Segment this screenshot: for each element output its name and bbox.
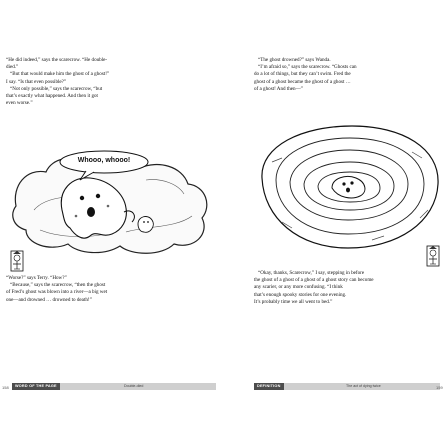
left-top-text (6, 57, 206, 107)
paragraph-line: do a lot of things, but they can’t swim. Fred the (254, 71, 351, 78)
ghost-illustration (6, 146, 216, 258)
paragraph-line: that’s enough spooky stories for one evening. (254, 291, 347, 298)
paragraph-line: died.” (6, 64, 19, 71)
page-number: 158 (2, 385, 9, 390)
right-bottom-text (254, 270, 446, 306)
whirlpool-illustration (252, 118, 446, 258)
footer-word: Double-died (124, 384, 144, 388)
right-top-text (254, 57, 444, 93)
paragraph-line: ghost of a ghost became the ghost of a ghost … (254, 78, 351, 85)
whirlpool-drawing (252, 118, 446, 258)
paragraph-line: “Because,” says the scarecrow, “then the ghost (10, 282, 106, 289)
footer-definition: The act of dying twice (346, 384, 381, 388)
paragraph-line: “But that would make him the ghost of a ghost!” (10, 71, 110, 78)
paragraph-line: “Not only possible,” says the scarecrow, “but (10, 85, 103, 92)
paragraph-line: any scarier, or any more confusing. “I think (254, 284, 343, 291)
right-page (224, 0, 448, 448)
paragraph-line: even worse.” (6, 100, 33, 107)
paragraph-line: “Worse?” says Terry. “How?” (6, 275, 67, 281)
page-number: 159 (436, 385, 443, 390)
definition-tag: DEFINITION (254, 383, 284, 390)
scarecrow-icon (426, 245, 440, 267)
speech-bubble-text: Whooo, whooo! (77, 157, 131, 164)
paragraph-line: “The ghost drowned?” says Wanda. (258, 57, 331, 63)
left-bottom-text (6, 275, 211, 304)
paragraph-line: one—and drowned … drowned to death!” (6, 296, 92, 303)
paragraph-line: “He did indeed,” says the scarecrow. “He double- (6, 57, 108, 63)
paragraph-line: of a ghost! And then—” (254, 85, 303, 92)
paragraph-line: that’s exactly what happened. And then it got (6, 93, 98, 100)
word-of-the-page-tag: WORD OF THE PAGE (12, 383, 60, 390)
paragraph-line: I say. “Is that even possible?” (6, 78, 67, 85)
paragraph-line: “Okay, thanks, Scarecrow,” I say, stepping in before (258, 270, 365, 276)
right-footer (254, 383, 440, 391)
left-footer (12, 383, 216, 391)
paragraph-line: It’s probably time we all went to bed.” (254, 298, 333, 305)
paragraph-line: “I’m afraid so,” says the scarecrow. “Ghosts can (258, 64, 357, 71)
paragraph-line: the ghost of a ghost of a ghost of a ghost story can become (254, 277, 374, 284)
scarecrow-icon (10, 250, 24, 272)
paragraph-line: of Fred’s ghost was blown into a river—a big wet (6, 289, 108, 296)
